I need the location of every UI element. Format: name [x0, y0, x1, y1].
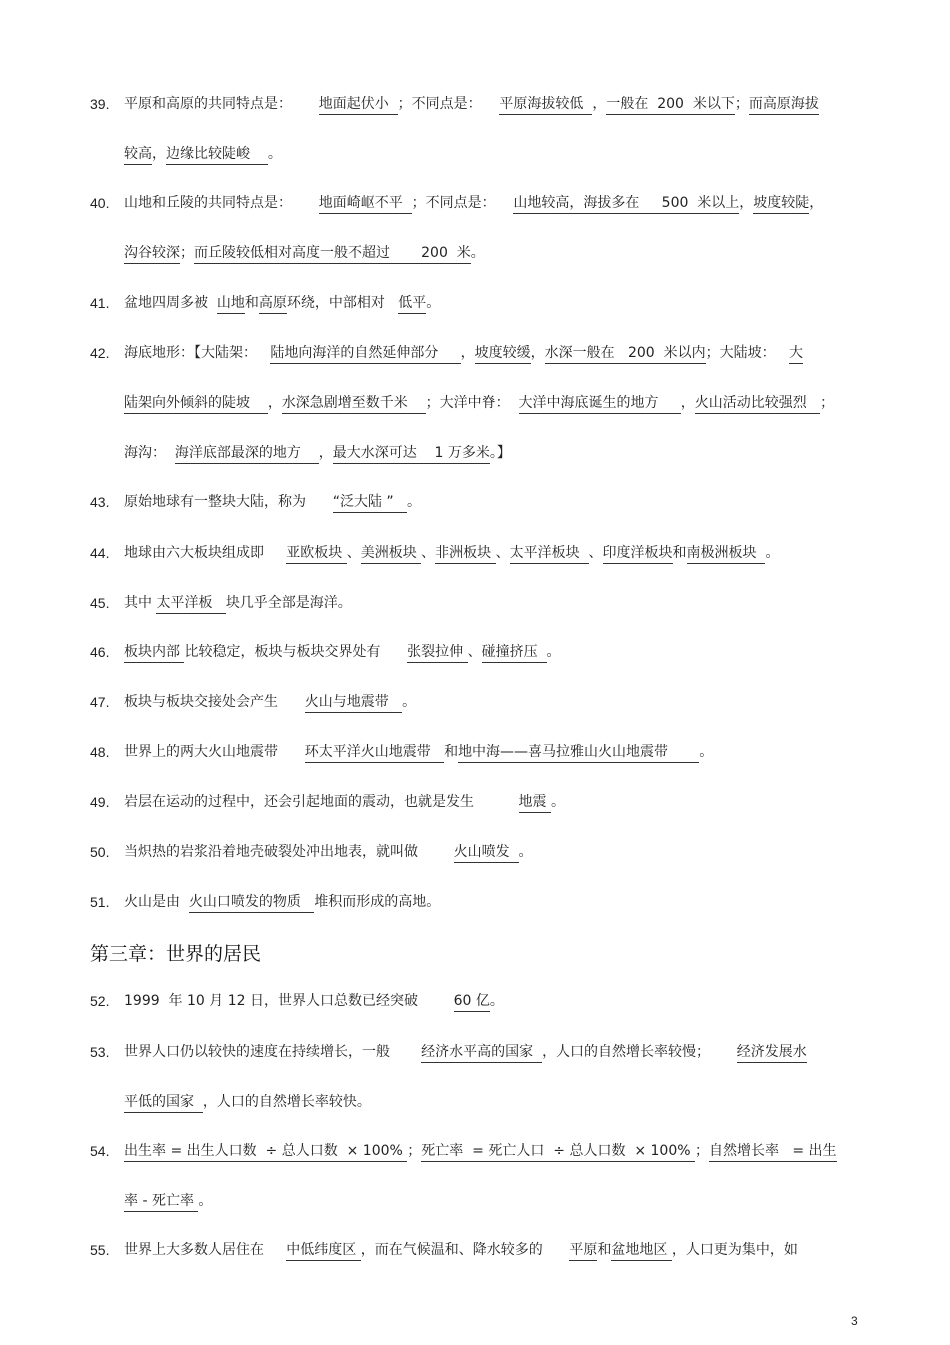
question-fragment: 1999 年 10 月 12 日，世界人口总数已经突破	[124, 993, 454, 1009]
question-fragment: 。	[489, 993, 504, 1009]
answer-blank: 南极洲板块	[687, 545, 766, 564]
answer-blank: 大	[789, 345, 803, 364]
question-fragment: ，	[680, 395, 695, 411]
question-fragment: 块几乎全部是海洋。	[225, 595, 352, 611]
question-number: 47.	[90, 694, 110, 710]
answer-blank: 坡度较陡	[753, 195, 809, 214]
answer-blank: 最大水深可达 1 万多米	[333, 445, 490, 464]
question-fragment: ，而在气候温和、降水较多的	[360, 1242, 570, 1258]
question-fragment: 、	[495, 545, 510, 561]
question-text	[124, 892, 440, 913]
answer-blank: 火山喷发	[454, 844, 519, 863]
answer-blank: 沟谷较深	[124, 245, 180, 264]
question-text	[124, 193, 823, 214]
question-fragment: ，	[592, 96, 607, 112]
answer-blank: 火山活动比较强烈	[695, 395, 820, 414]
question-text	[124, 1240, 798, 1261]
question-fragment: ，	[267, 395, 282, 411]
question-fragment: 世界上的两大火山地震带	[124, 744, 305, 760]
answer-blank: 一般在 200 米以下	[606, 96, 735, 115]
answer-blank: 非洲板块	[435, 545, 495, 564]
question-fragment: ；	[180, 245, 194, 261]
question-text	[124, 492, 421, 513]
question-fragment: ，人口的自然增长率较慢；	[542, 1044, 737, 1060]
question-number: 41.	[90, 295, 110, 311]
answer-blank: 碰撞挤压	[482, 644, 547, 663]
answer-blank: 水深一般在 200 米以内	[545, 345, 706, 364]
answer-blank: 而高原海拔	[749, 96, 819, 115]
question-number: 40.	[90, 195, 110, 211]
answer-blank: 太平洋板块	[510, 545, 589, 564]
question-number: 50.	[90, 844, 110, 860]
question-fragment: 和	[444, 744, 459, 760]
question-text	[124, 293, 440, 314]
answer-blank: 陆地向海洋的自然延伸部分	[270, 345, 460, 364]
question-text	[124, 1042, 807, 1063]
question-text	[124, 692, 416, 713]
answer-blank: 地中海——喜马拉雅山火山地震带	[458, 744, 699, 763]
question-fragment: ；不同点是：	[397, 96, 500, 112]
answer-blank: 环太平洋火山地震带	[305, 744, 444, 763]
question-fragment: 。	[550, 794, 565, 810]
question-number: 49.	[90, 794, 110, 810]
question-text	[124, 1191, 212, 1212]
question-fragment: 山地和丘陵的共同特点是：	[124, 195, 319, 211]
question-text	[124, 1092, 371, 1113]
answer-blank: 高原	[259, 295, 287, 314]
chapter-title: 第三章：世界的居民	[90, 943, 262, 965]
question-number: 46.	[90, 644, 110, 660]
answer-blank: 陆架向外倾斜的陡坡	[124, 395, 268, 414]
question-fragment: 海沟：	[124, 445, 175, 461]
question-fragment: 。	[546, 644, 561, 660]
answer-blank: 太平洋板	[156, 595, 225, 614]
question-fragment: 。	[518, 844, 533, 860]
answer-blank: 山地较高，海拔多在 500 米以上	[513, 195, 739, 214]
question-fragment: 。	[267, 146, 282, 162]
answer-blank: 低平	[398, 295, 426, 314]
question-text	[124, 94, 819, 115]
question-fragment: 。】	[489, 445, 511, 461]
question-fragment: ，	[530, 345, 545, 361]
answer-blank: 坡度较缓	[475, 345, 531, 364]
answer-blank: 地面崎岖不平	[319, 195, 412, 214]
answer-blank: 印度洋板块	[603, 545, 673, 564]
question-fragment: ；大洋中脊：	[425, 395, 519, 411]
answer-blank: 率 - 死亡率	[124, 1193, 198, 1212]
question-fragment: 岩层在运动的过程中，还会引起地面的震动，也就是发生	[124, 794, 519, 810]
answer-blank: 死亡率 = 死亡人口 ÷ 总人口数 × 100%	[421, 1143, 695, 1162]
question-fragment: 盆地四周多被	[124, 295, 217, 311]
question-fragment: 火山是由	[124, 894, 189, 910]
question-fragment: 其中	[124, 595, 157, 611]
answer-blank: 自然增长率 = 出生	[709, 1143, 837, 1162]
question-fragment: 海底地形：【大陆架：	[124, 345, 271, 361]
question-fragment: ；	[734, 96, 749, 112]
question-text	[124, 642, 561, 663]
question-text	[124, 443, 511, 464]
question-number: 48.	[90, 744, 110, 760]
question-fragment: ；	[407, 1143, 422, 1159]
question-number: 44.	[90, 545, 110, 561]
question-text	[124, 243, 485, 264]
question-fragment: 世界上大多数人居住在	[124, 1242, 287, 1258]
answer-blank: 地震	[519, 794, 551, 813]
question-fragment: 和	[672, 545, 687, 561]
question-text	[124, 991, 504, 1012]
question-text	[124, 842, 533, 863]
answer-blank: 而丘陵较低相对高度一般不超过 200 米	[194, 245, 471, 264]
answer-blank: 大洋中海底诞生的地方	[519, 395, 681, 414]
question-fragment: 。	[407, 494, 422, 510]
question-fragment: ；	[820, 395, 835, 411]
answer-blank: 海洋底部最深的地方	[175, 445, 319, 464]
question-fragment: 原始地球有一整块大陆，称为	[124, 494, 333, 510]
question-fragment: ；不同点是：	[411, 195, 514, 211]
answer-blank: 板块内部	[124, 644, 184, 663]
question-fragment: 。	[470, 245, 485, 261]
answer-blank: 亚欧板块	[286, 545, 346, 564]
question-fragment: 平原和高原的共同特点是：	[124, 96, 319, 112]
question-fragment: 板块与板块交接处会产生	[124, 694, 305, 710]
question-text	[124, 593, 352, 614]
question-fragment: ，	[318, 445, 333, 461]
answer-blank: 经济水平高的国家	[421, 1044, 542, 1063]
answer-blank: 边缘比较陡峻	[166, 146, 268, 165]
question-fragment: 、	[421, 545, 436, 561]
question-fragment: 和	[244, 295, 259, 311]
question-number: 39.	[90, 96, 110, 112]
answer-blank: 张裂拉伸	[407, 644, 467, 663]
answer-blank: 平原	[569, 1242, 597, 1261]
answer-blank: 火山口喷发的物质	[189, 894, 314, 913]
question-text	[124, 144, 282, 165]
question-fragment: 堆积而形成的高地。	[314, 894, 441, 910]
answer-blank: 较高	[124, 146, 152, 165]
answer-blank: 60 亿	[454, 993, 490, 1012]
question-fragment: ，	[152, 146, 166, 162]
answer-blank: 出生率 = 出生人口数 ÷ 总人口数 × 100%	[124, 1143, 407, 1162]
question-fragment: ，	[460, 345, 475, 361]
answer-blank: 地面起伏小	[319, 96, 398, 115]
question-fragment: 世界人口仍以较快的速度在持续增长，一般	[124, 1044, 422, 1060]
question-fragment: ，人口更为集中，如	[671, 1242, 798, 1258]
question-fragment: 环绕，中部相对	[286, 295, 399, 311]
question-number: 43.	[90, 494, 110, 510]
answer-blank: 中低纬度区	[286, 1242, 360, 1261]
question-text	[124, 792, 565, 813]
question-fragment: 、	[588, 545, 603, 561]
question-text	[124, 543, 779, 564]
answer-blank: 平原海拔较低	[499, 96, 592, 115]
question-number: 45.	[90, 595, 110, 611]
question-fragment: ；	[695, 1143, 709, 1159]
question-text	[124, 393, 834, 414]
question-fragment: ，	[809, 195, 824, 211]
question-fragment: 。	[765, 545, 780, 561]
question-fragment: 、	[467, 644, 482, 660]
question-fragment: 。	[198, 1193, 213, 1209]
question-fragment: ；大陆坡：	[705, 345, 789, 361]
question-number: 54.	[90, 1143, 110, 1159]
answer-blank: 美洲板块	[361, 545, 421, 564]
answer-blank: 盆地地区	[611, 1242, 671, 1261]
question-number: 55.	[90, 1242, 110, 1258]
answer-blank: “泛大陆 ”	[333, 494, 407, 513]
page-number: 3	[851, 1314, 858, 1328]
question-text	[124, 343, 803, 364]
question-fragment: 。	[402, 694, 417, 710]
answer-blank: 经济发展水	[737, 1044, 807, 1063]
question-text	[124, 742, 713, 763]
question-fragment: ，人口的自然增长率较快。	[202, 1094, 371, 1110]
answer-blank: 平低的国家	[124, 1094, 203, 1113]
answer-blank: 火山与地震带	[305, 694, 402, 713]
question-number: 51.	[90, 894, 110, 910]
question-fragment: ，	[739, 195, 754, 211]
question-number: 52.	[90, 993, 110, 1009]
question-fragment: 。	[426, 295, 441, 311]
question-fragment: 地球由六大板块组成即	[124, 545, 287, 561]
answer-blank: 山地	[217, 295, 245, 314]
question-text	[124, 1141, 837, 1162]
question-fragment: 。	[699, 744, 714, 760]
question-number: 53.	[90, 1044, 110, 1060]
question-fragment: 、	[346, 545, 361, 561]
question-number: 42.	[90, 345, 110, 361]
question-fragment: 比较稳定，板块与板块交界处有	[184, 644, 408, 660]
question-fragment: 当炽热的岩浆沿着地壳破裂处冲出地表，就叫做	[124, 844, 454, 860]
answer-blank: 水深急剧增至数千米	[282, 395, 426, 414]
question-fragment: 和	[597, 1242, 612, 1258]
